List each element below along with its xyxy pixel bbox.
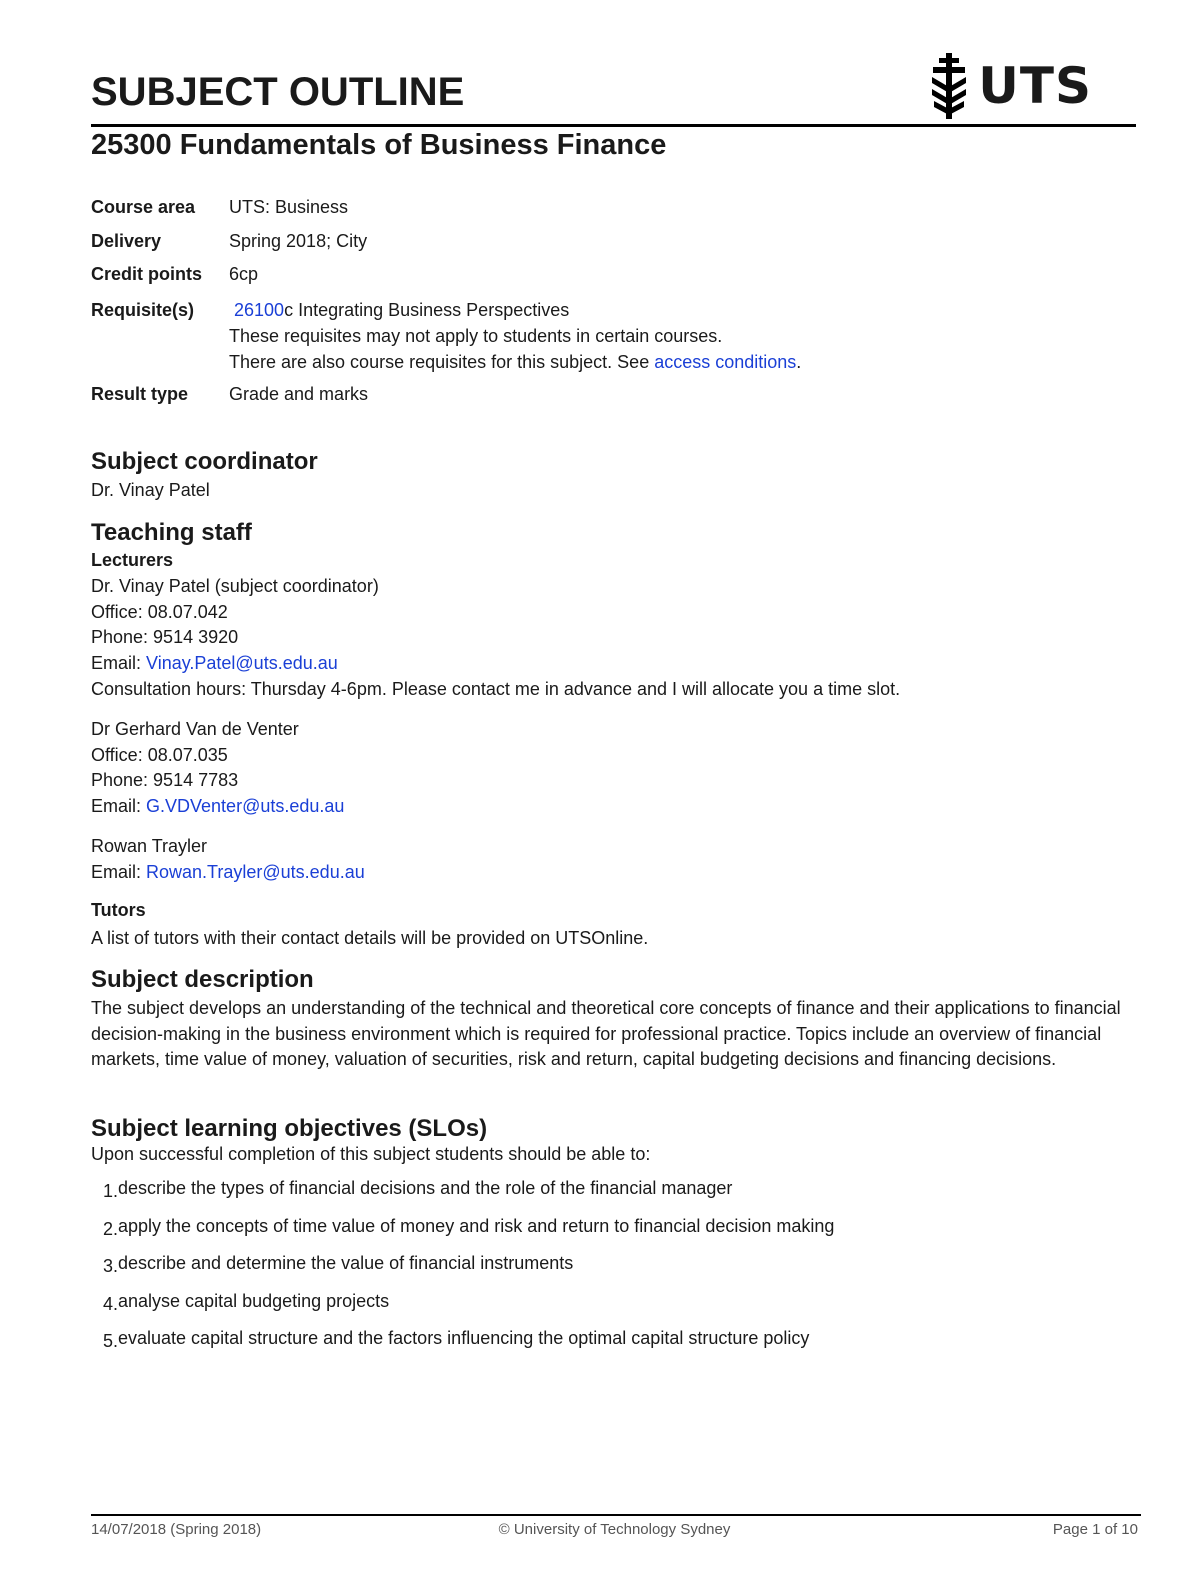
email-label: Email: bbox=[91, 653, 147, 674]
requisite-note-2-text: There are also course requisites for this subject. See bbox=[229, 352, 655, 372]
lecturer-2-name: Dr Gerhard Van de Venter bbox=[91, 719, 299, 739]
requisite-note-1: These requisites may not apply to students in certain courses. bbox=[229, 326, 723, 346]
slo-text: evaluate capital structure and the factors influencing the optimal capital structure policy bbox=[118, 1328, 810, 1348]
delivery-label: Delivery bbox=[91, 231, 162, 251]
email-label: Email: bbox=[91, 796, 147, 817]
meta-row-credit-points bbox=[91, 263, 1091, 297]
lecturer-card-2 bbox=[91, 717, 344, 820]
document-title: SUBJECT OUTLINE bbox=[91, 70, 465, 114]
meta-row-course-area bbox=[91, 196, 1091, 230]
lecturer-3-email-link[interactable]: Rowan.Trayler@uts.edu.au bbox=[146, 861, 365, 882]
header bbox=[91, 57, 1136, 128]
slo-item bbox=[91, 1214, 1091, 1252]
lecturer-card-1 bbox=[91, 574, 900, 703]
slo-number: 5. bbox=[102, 1331, 118, 1351]
access-conditions-link[interactable]: access conditions bbox=[654, 352, 797, 372]
requisite-note-2 bbox=[229, 349, 1091, 375]
subject-metadata bbox=[91, 196, 1091, 405]
lecturer-3-email-row bbox=[91, 860, 365, 886]
credit-points-value: 6cp bbox=[229, 264, 259, 284]
lecturers-heading: Lecturers bbox=[91, 550, 174, 570]
footer-copyright: © University of Technology Sydney bbox=[498, 1521, 731, 1538]
subject-title: 25300 Fundamentals of Business Finance bbox=[91, 129, 667, 161]
lecturer-2-email-link[interactable]: G.VDVenter@uts.edu.au bbox=[146, 796, 345, 817]
header-rule bbox=[91, 124, 1136, 127]
lecturer-1-office: Office: 08.07.042 bbox=[91, 601, 228, 622]
coordinator-heading: Subject coordinator bbox=[91, 448, 318, 475]
uts-logo bbox=[930, 50, 1092, 122]
slo-item bbox=[91, 1289, 1091, 1327]
slo-text: describe and determine the value of financial instruments bbox=[118, 1253, 574, 1273]
lecturer-2-email-row bbox=[91, 794, 344, 820]
requisites-value bbox=[229, 297, 1091, 375]
requisites-label: Requisite(s) bbox=[91, 300, 195, 320]
requisite-note-2-end: . bbox=[796, 352, 802, 372]
coordinator-name: Dr. Vinay Patel bbox=[91, 480, 210, 500]
requisite-line bbox=[229, 297, 1091, 323]
meta-row-delivery bbox=[91, 230, 1091, 263]
slo-text: apply the concepts of time value of money and risk and return to financial decision making bbox=[118, 1215, 835, 1236]
course-area-value: UTS: Business bbox=[229, 197, 349, 217]
lecturer-3-name: Rowan Trayler bbox=[91, 836, 208, 856]
slos-intro: Upon successful completion of this subject students should be able to: bbox=[91, 1144, 651, 1164]
lecturer-1-consultation: Consultation hours: Thursday 4-6pm. Please contact me in advance and I will allocate you a time slot. bbox=[91, 678, 901, 699]
result-type-label: Result type bbox=[91, 384, 189, 404]
lecturer-1-phone: Phone: 9514 3920 bbox=[91, 627, 239, 648]
tutors-text: A list of tutors with their contact details will be provided on UTSOnline. bbox=[91, 928, 649, 948]
slo-item bbox=[91, 1251, 1091, 1289]
lecturer-1-name: Dr. Vinay Patel (subject coordinator) bbox=[91, 576, 379, 596]
slo-list bbox=[91, 1176, 1091, 1364]
lecturer-1-email-row bbox=[91, 651, 900, 677]
logo-text: UTS bbox=[978, 57, 1092, 115]
slo-text: analyse capital budgeting projects bbox=[118, 1290, 390, 1311]
delivery-value: Spring 2018; City bbox=[229, 231, 368, 251]
meta-row-requisites bbox=[91, 297, 1091, 383]
description-heading: Subject description bbox=[91, 966, 314, 993]
uts-crest-icon bbox=[930, 53, 968, 119]
result-type-value: Grade and marks bbox=[229, 384, 369, 404]
lecturer-2-office: Office: 08.07.035 bbox=[91, 744, 228, 765]
teaching-staff-heading: Teaching staff bbox=[91, 519, 252, 546]
slo-text: describe the types of financial decisions and the role of the financial manager bbox=[118, 1178, 733, 1198]
tutors-heading: Tutors bbox=[91, 900, 146, 920]
slo-item bbox=[91, 1326, 1091, 1364]
credit-points-label: Credit points bbox=[91, 264, 202, 284]
slo-number: 2. bbox=[102, 1218, 118, 1239]
meta-row-result-type bbox=[91, 383, 1091, 405]
footer-rule bbox=[91, 1514, 1141, 1516]
footer-page-number: Page 1 of 10 bbox=[1052, 1521, 1138, 1538]
course-area-label: Course area bbox=[91, 197, 196, 217]
slo-number: 4. bbox=[102, 1293, 118, 1314]
lecturer-card-3 bbox=[91, 834, 365, 885]
footer-date: 14/07/2018 (Spring 2018) bbox=[91, 1521, 262, 1538]
slo-item bbox=[91, 1176, 1091, 1214]
requisite-name: c Integrating Business Perspectives bbox=[284, 300, 570, 320]
email-label: Email: bbox=[91, 861, 147, 882]
slos-heading: Subject learning objectives (SLOs) bbox=[91, 1115, 488, 1142]
requisite-code-link[interactable]: 26100 bbox=[234, 300, 285, 320]
lecturer-2-phone: Phone: 9514 7783 bbox=[91, 770, 239, 791]
lecturer-1-email-link[interactable]: Vinay.Patel@uts.edu.au bbox=[146, 653, 338, 674]
slo-number: 1. bbox=[102, 1181, 118, 1201]
slo-number: 3. bbox=[102, 1256, 118, 1276]
description-text: The subject develops an understanding of the technical and theoretical core concepts of finance and their applications to financial decision-making in the business environment which is required for professional practice. Topics include an overview of financial markets, time value of money, valuation of securities, risk and return, capital budgeting decisions and financing decisions. bbox=[91, 998, 1121, 1070]
